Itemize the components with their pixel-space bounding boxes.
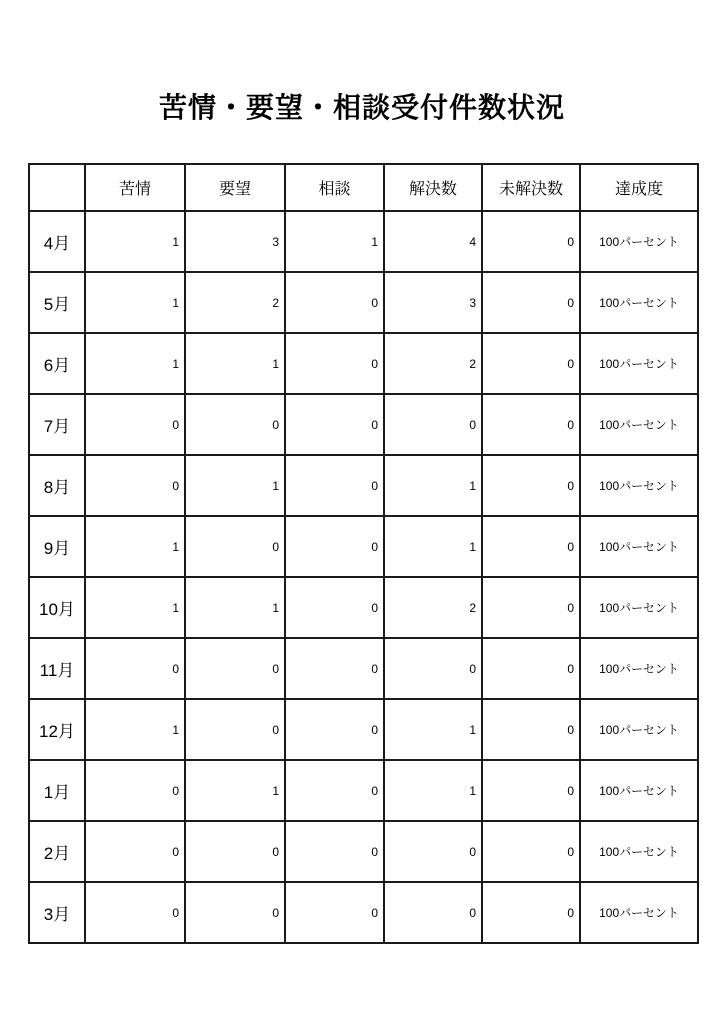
month-cell: 1月 (29, 760, 85, 821)
table-row (29, 577, 698, 638)
value-cell: 0 (285, 882, 384, 943)
month-cell: 9月 (29, 516, 85, 577)
value-cell: 0 (285, 333, 384, 394)
rate-cell: 100パーセント (580, 272, 698, 333)
value-cell: 1 (384, 516, 482, 577)
value-cell: 0 (482, 455, 580, 516)
table-row (29, 516, 698, 577)
rate-cell: 100パーセント (580, 760, 698, 821)
value-cell: 1 (185, 577, 285, 638)
value-cell: 0 (482, 516, 580, 577)
table-row (29, 455, 698, 516)
value-cell: 0 (384, 882, 482, 943)
value-cell: 1 (185, 455, 285, 516)
value-cell: 0 (185, 516, 285, 577)
value-cell: 0 (285, 821, 384, 882)
month-cell: 5月 (29, 272, 85, 333)
value-cell: 1 (85, 211, 185, 272)
month-cell: 12月 (29, 699, 85, 760)
table-row (29, 333, 698, 394)
value-cell: 1 (185, 333, 285, 394)
month-cell: 7月 (29, 394, 85, 455)
value-cell: 1 (185, 760, 285, 821)
value-cell: 1 (285, 211, 384, 272)
value-cell: 0 (185, 394, 285, 455)
column-header: 相談 (285, 164, 384, 211)
rate-cell: 100パーセント (580, 638, 698, 699)
value-cell: 2 (185, 272, 285, 333)
table-row (29, 882, 698, 943)
month-cell: 4月 (29, 211, 85, 272)
value-cell: 0 (85, 394, 185, 455)
value-cell: 2 (384, 577, 482, 638)
month-cell: 11月 (29, 638, 85, 699)
value-cell: 0 (482, 333, 580, 394)
rate-cell: 100パーセント (580, 882, 698, 943)
value-cell: 2 (384, 333, 482, 394)
value-cell: 0 (285, 577, 384, 638)
value-cell: 0 (285, 455, 384, 516)
column-header: 未解決数 (482, 164, 580, 211)
value-cell: 0 (185, 638, 285, 699)
value-cell: 0 (482, 394, 580, 455)
month-cell: 6月 (29, 333, 85, 394)
table-body (29, 211, 698, 943)
table-row (29, 699, 698, 760)
value-cell: 0 (384, 394, 482, 455)
value-cell: 0 (482, 638, 580, 699)
column-header: 達成度 (580, 164, 698, 211)
table-row (29, 638, 698, 699)
value-cell: 0 (482, 821, 580, 882)
value-cell: 0 (85, 760, 185, 821)
value-cell: 1 (85, 516, 185, 577)
value-cell: 0 (285, 699, 384, 760)
month-cell: 3月 (29, 882, 85, 943)
value-cell: 4 (384, 211, 482, 272)
value-cell: 0 (482, 211, 580, 272)
month-cell: 2月 (29, 821, 85, 882)
value-cell: 3 (185, 211, 285, 272)
value-cell: 3 (384, 272, 482, 333)
rate-cell: 100パーセント (580, 516, 698, 577)
rate-cell: 100パーセント (580, 394, 698, 455)
value-cell: 0 (185, 699, 285, 760)
value-cell: 0 (384, 821, 482, 882)
value-cell: 0 (85, 882, 185, 943)
table-row (29, 211, 698, 272)
table-header (29, 164, 698, 211)
corner-cell (29, 164, 85, 211)
value-cell: 0 (85, 455, 185, 516)
value-cell: 0 (185, 821, 285, 882)
value-cell: 0 (285, 516, 384, 577)
rate-cell: 100パーセント (580, 211, 698, 272)
page-title: 苦情・要望・相談受付件数状況 (158, 92, 565, 123)
reception-count-table (28, 163, 699, 944)
value-cell: 0 (285, 760, 384, 821)
column-header: 解決数 (384, 164, 482, 211)
value-cell: 1 (384, 455, 482, 516)
table-row (29, 394, 698, 455)
rate-cell: 100パーセント (580, 577, 698, 638)
value-cell: 0 (85, 638, 185, 699)
value-cell: 0 (482, 577, 580, 638)
column-header: 要望 (185, 164, 285, 211)
value-cell: 0 (285, 394, 384, 455)
rate-cell: 100パーセント (580, 699, 698, 760)
rate-cell: 100パーセント (580, 333, 698, 394)
value-cell: 0 (482, 760, 580, 821)
value-cell: 0 (482, 699, 580, 760)
value-cell: 0 (185, 882, 285, 943)
table-row (29, 821, 698, 882)
column-header: 苦情 (85, 164, 185, 211)
header-row (29, 164, 698, 211)
value-cell: 0 (285, 272, 384, 333)
value-cell: 0 (482, 272, 580, 333)
value-cell: 1 (85, 577, 185, 638)
value-cell: 0 (285, 638, 384, 699)
value-cell: 1 (384, 760, 482, 821)
value-cell: 0 (85, 821, 185, 882)
value-cell: 1 (384, 699, 482, 760)
value-cell: 0 (482, 882, 580, 943)
table-row (29, 272, 698, 333)
value-cell: 1 (85, 272, 185, 333)
rate-cell: 100パーセント (580, 455, 698, 516)
table-row (29, 760, 698, 821)
rate-cell: 100パーセント (580, 821, 698, 882)
value-cell: 0 (384, 638, 482, 699)
value-cell: 1 (85, 333, 185, 394)
month-cell: 8月 (29, 455, 85, 516)
month-cell: 10月 (29, 577, 85, 638)
value-cell: 1 (85, 699, 185, 760)
